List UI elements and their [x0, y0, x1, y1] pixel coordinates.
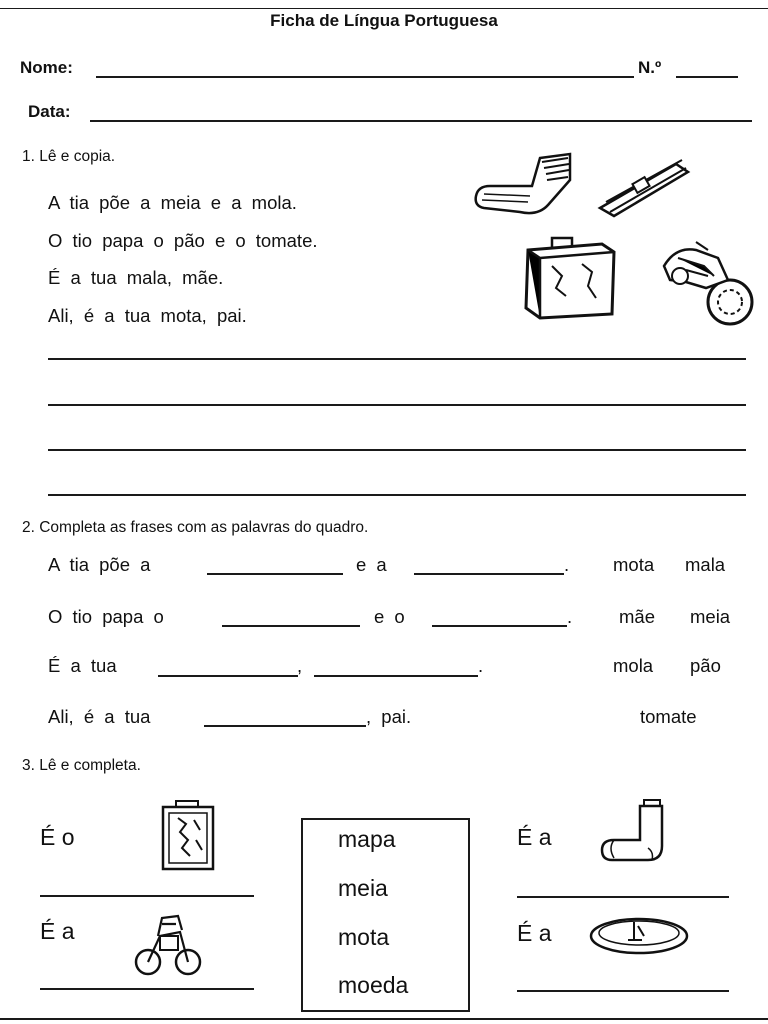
fill-sentence-start: A tia põe a: [48, 554, 151, 575]
answer-line[interactable]: [40, 895, 254, 897]
word-bank-word: mota: [613, 554, 655, 575]
date-label: Data:: [28, 102, 71, 121]
writing-line[interactable]: [48, 358, 746, 360]
exercise3-instruction: 3. Lê e completa.: [22, 757, 141, 774]
exercise1-sentence: Ali, é a tua mota, pai.: [48, 305, 247, 326]
prompt-label: É a: [517, 824, 552, 850]
fill-sentence-middle: e o: [374, 606, 405, 627]
word-bank-word: mola: [613, 655, 654, 676]
fill-sentence-middle: e a: [356, 554, 387, 575]
fill-sentence-start: O tio papa o: [48, 606, 164, 627]
blank-field[interactable]: [432, 625, 567, 627]
motorcycle-icon: [656, 236, 756, 328]
blank-field[interactable]: [414, 573, 564, 575]
sock-icon: [470, 150, 580, 220]
fill-sentence-middle: ,: [297, 655, 303, 676]
clothespin-icon: [596, 158, 692, 220]
date-field[interactable]: [90, 120, 752, 122]
prompt-label: É a: [517, 920, 552, 946]
word-box-item: moeda: [338, 972, 409, 998]
sock-icon: [600, 798, 674, 864]
exercise1-sentence: É a tua mala, mãe.: [48, 267, 224, 288]
suitcase-icon: [522, 236, 618, 320]
word-bank-word: meia: [690, 606, 731, 627]
fill-sentence-start: Ali, é a tua: [48, 706, 151, 727]
top-divider: [0, 8, 768, 9]
answer-line[interactable]: [517, 896, 729, 898]
number-label: N.º: [638, 58, 662, 77]
coin-icon: [588, 914, 690, 956]
bottom-divider: [0, 1018, 768, 1020]
blank-field[interactable]: [207, 573, 343, 575]
word-box-item: meia: [338, 875, 388, 901]
fill-sentence-start: É a tua: [48, 655, 117, 676]
writing-line[interactable]: [48, 449, 746, 451]
prompt-label: É o: [40, 824, 75, 850]
name-field[interactable]: [96, 76, 634, 78]
word-bank-word: mala: [685, 554, 726, 575]
answer-line[interactable]: [517, 990, 729, 992]
exercise1-sentence: A tia põe a meia e a mola.: [48, 192, 297, 213]
fill-sentence-end: .: [567, 606, 573, 627]
prompt-label: É a: [40, 918, 75, 944]
word-box-item: mapa: [338, 826, 396, 852]
word-box-item: mota: [338, 924, 390, 950]
page-title: Ficha de Língua Portuguesa: [270, 11, 498, 30]
writing-line[interactable]: [48, 404, 746, 406]
motorcycle-icon: [132, 906, 204, 978]
fill-sentence-end: .: [564, 554, 570, 575]
exercise1-instruction: 1. Lê e copia.: [22, 148, 116, 165]
exercise1-sentence: O tio papa o pão e o tomate.: [48, 230, 318, 251]
blank-field[interactable]: [204, 725, 366, 727]
answer-line[interactable]: [40, 988, 254, 990]
word-bank-word: mãe: [619, 606, 655, 627]
number-field[interactable]: [676, 76, 738, 78]
name-label: Nome:: [20, 58, 73, 77]
exercise2-instruction: 2. Completa as frases com as palavras do quadro.: [22, 519, 369, 536]
fill-sentence-middle: , pai.: [366, 706, 412, 727]
blank-field[interactable]: [314, 675, 478, 677]
fill-sentence-end: .: [478, 655, 484, 676]
blank-field[interactable]: [222, 625, 360, 627]
word-bank-word: tomate: [640, 706, 697, 727]
writing-line[interactable]: [48, 494, 746, 496]
word-bank-word: pão: [690, 655, 721, 676]
blank-field[interactable]: [158, 675, 298, 677]
map-icon: [160, 800, 216, 872]
